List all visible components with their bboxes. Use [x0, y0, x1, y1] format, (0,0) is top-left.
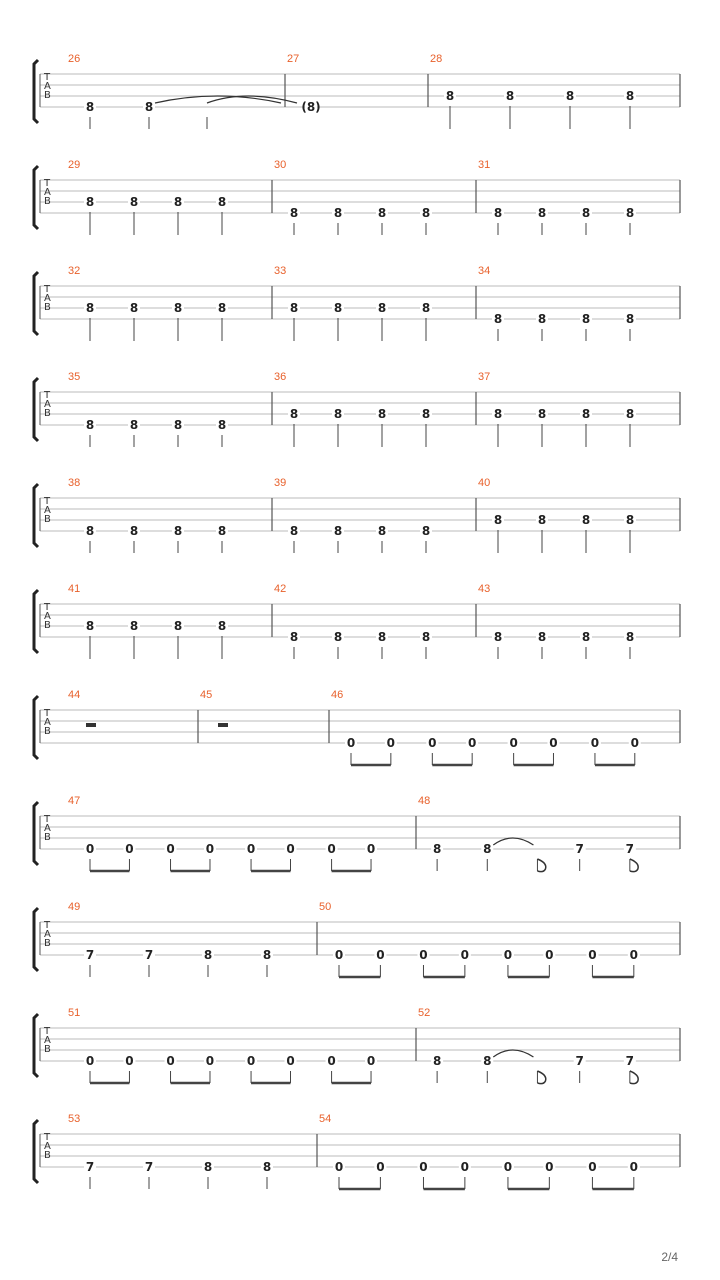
- fret-number: 0: [286, 842, 295, 856]
- fret-number: 8: [262, 1160, 272, 1174]
- measure-number: 35: [68, 371, 81, 383]
- fret-number: 0: [85, 842, 95, 856]
- system-bracket: [34, 484, 38, 547]
- tab-system: [34, 1007, 680, 1084]
- fret-number: 0: [630, 736, 639, 750]
- tab-clef-letter: A: [44, 717, 51, 728]
- measure-number: 33: [274, 265, 287, 277]
- system-bracket: [34, 1014, 38, 1077]
- measure: [274, 159, 432, 235]
- tab-clef-letter: B: [44, 1150, 51, 1161]
- fret-number: 8: [289, 630, 299, 644]
- fret-number: 7: [85, 948, 95, 962]
- fret-number: 0: [549, 736, 558, 750]
- fret-number: 0: [588, 1160, 597, 1174]
- measure: [478, 159, 636, 235]
- fret-number: 8: [483, 842, 492, 856]
- measure-number: 44: [68, 689, 81, 701]
- tab-system: [34, 583, 680, 659]
- fret-number: 0: [428, 736, 437, 750]
- tab-system: [34, 371, 680, 447]
- tab-clef-letter: A: [44, 611, 51, 622]
- fret-number: 8: [625, 206, 635, 220]
- measure-number: 45: [200, 689, 213, 701]
- fret-number: 8: [581, 312, 591, 326]
- tie-arc: [207, 96, 297, 103]
- fret-number: 0: [205, 842, 215, 856]
- tab-clef-letter: B: [44, 514, 51, 525]
- measure: [68, 583, 228, 659]
- fret-number: 0: [376, 1160, 385, 1174]
- note-flag: [537, 859, 545, 872]
- fret-number: 8: [173, 524, 183, 538]
- fret-number: 8: [129, 619, 139, 633]
- tab-system: [34, 159, 680, 235]
- fret-number: 7: [144, 1160, 154, 1174]
- tab-clef-letter: B: [44, 302, 51, 313]
- fret-number: 0: [629, 1160, 638, 1174]
- fret-number: 8: [333, 524, 343, 538]
- measure-number: 41: [68, 583, 81, 595]
- fret-number: 8: [289, 524, 299, 538]
- tab-clef-letter: A: [44, 929, 51, 940]
- fret-number: 8: [432, 842, 442, 856]
- fret-number: 0: [419, 948, 428, 962]
- measure: [478, 477, 636, 553]
- tab-clef-letter: A: [44, 1035, 51, 1046]
- tab-clef-letter: A: [44, 293, 51, 304]
- fret-number: 8: [144, 100, 154, 114]
- fret-number: 8: [129, 195, 139, 209]
- tab-system: [34, 795, 680, 872]
- system-bracket: [34, 802, 38, 865]
- fret-number: 8: [445, 89, 455, 103]
- tab-clef-letter: B: [44, 726, 51, 737]
- fret-number: 8: [85, 100, 95, 114]
- fret-number: 8: [333, 630, 343, 644]
- measure-number: 31: [478, 159, 491, 171]
- tab-clef-letter: T: [44, 496, 51, 507]
- tab-clef-letter: B: [44, 620, 51, 631]
- tab-clef-letter: A: [44, 505, 51, 516]
- fret-number: 8: [581, 206, 591, 220]
- fret-number: 8: [625, 630, 635, 644]
- tab-clef-letter: A: [44, 1141, 51, 1152]
- fret-number: 8: [85, 418, 95, 432]
- fret-number: 8: [203, 948, 213, 962]
- fret-number: 0: [588, 948, 597, 962]
- tab-system: [34, 689, 680, 765]
- fret-number: 0: [419, 1160, 428, 1174]
- fret-number: 0: [590, 736, 600, 750]
- fret-number: 8: [493, 206, 503, 220]
- tab-clef-letter: A: [44, 81, 51, 92]
- fret-number: 8: [493, 312, 503, 326]
- measure: [274, 371, 432, 447]
- fret-number: 8: [625, 312, 635, 326]
- fret-number: 8: [483, 1054, 492, 1068]
- tab-clef-letter: T: [44, 390, 51, 401]
- note-flag: [537, 1071, 545, 1084]
- fret-number: 0: [334, 948, 344, 962]
- system-bracket: [34, 378, 38, 441]
- fret-number: 8: [421, 407, 431, 421]
- fret-number: 8: [333, 407, 343, 421]
- measure-number: 50: [319, 901, 332, 913]
- fret-number: 7: [144, 948, 154, 962]
- fret-number: 8: [377, 206, 387, 220]
- fret-number: 0: [346, 736, 356, 750]
- system-bracket: [34, 1120, 38, 1183]
- fret-number: 8: [217, 301, 227, 315]
- tab-clef-letter: T: [44, 72, 51, 83]
- tab-system: [34, 265, 680, 341]
- fret-number: 8: [129, 301, 139, 315]
- system-bracket: [34, 908, 38, 971]
- fret-number: 0: [166, 1054, 175, 1068]
- fret-number: 8: [262, 948, 272, 962]
- tab-clef-letter: B: [44, 196, 51, 207]
- fret-number: 8: [173, 619, 183, 633]
- tab-system: [34, 901, 680, 977]
- measure: [68, 265, 228, 341]
- fret-number: 8: [581, 630, 591, 644]
- measure: [418, 795, 638, 872]
- fret-number: 8: [537, 630, 547, 644]
- fret-number: 8: [537, 206, 547, 220]
- fret-number: 0: [629, 948, 638, 962]
- measure-number: 30: [274, 159, 287, 171]
- fret-number: 0: [246, 1054, 256, 1068]
- measure: [68, 1007, 377, 1083]
- fret-number: 7: [575, 1054, 584, 1068]
- tab-clef-letter: B: [44, 1044, 51, 1055]
- tab-system: [34, 53, 680, 129]
- fret-number: 8: [537, 312, 547, 326]
- measure-number: 39: [274, 477, 287, 489]
- fret-number: 8: [289, 301, 299, 315]
- fret-number: 8: [421, 524, 431, 538]
- measure-number: 51: [68, 1007, 81, 1019]
- fret-number: 0: [467, 736, 477, 750]
- measure-number: 43: [478, 583, 491, 595]
- fret-number: 8: [565, 89, 575, 103]
- measure-number: 52: [418, 1007, 431, 1019]
- fret-number: 0: [503, 948, 513, 962]
- tab-clef-letter: T: [44, 708, 51, 719]
- fret-number: 8: [217, 619, 227, 633]
- note-flag: [630, 859, 638, 872]
- fret-number: 8: [129, 418, 139, 432]
- tab-system: [34, 477, 680, 553]
- fret-number: 0: [125, 1054, 134, 1068]
- fret-number: 7: [625, 842, 635, 856]
- fret-number: 0: [246, 842, 256, 856]
- measure-number: 38: [68, 477, 81, 489]
- fret-number: 8: [625, 89, 635, 103]
- tab-clef-letter: A: [44, 823, 51, 834]
- fret-number: 8: [85, 195, 95, 209]
- tab-clef-letter: B: [44, 90, 51, 101]
- fret-number: 0: [366, 842, 376, 856]
- fret-number: 8: [537, 513, 547, 527]
- rest-symbol: [218, 723, 228, 727]
- fret-number: 8: [173, 195, 183, 209]
- fret-number: 0: [545, 948, 554, 962]
- measure: [68, 901, 273, 977]
- fret-number: 0: [205, 1054, 215, 1068]
- fret-number: 8: [421, 301, 431, 315]
- measure-number: 49: [68, 901, 81, 913]
- fret-number: 8: [581, 513, 591, 527]
- fret-number: 7: [85, 1160, 95, 1174]
- fret-number: 8: [289, 407, 299, 421]
- fret-number: 0: [460, 1160, 470, 1174]
- measure-number: 29: [68, 159, 81, 171]
- tab-clef-letter: B: [44, 408, 51, 419]
- measure: [478, 583, 636, 659]
- fret-number: 8: [377, 524, 387, 538]
- fret-number: 0: [286, 1054, 295, 1068]
- fret-number: 8: [581, 407, 591, 421]
- tab-clef-letter: T: [44, 814, 51, 825]
- measure-number: 28: [430, 53, 443, 65]
- tab-clef-letter: T: [44, 1132, 51, 1143]
- fret-number: 0: [166, 842, 175, 856]
- measure-number: 47: [68, 795, 81, 807]
- fret-number: 0: [503, 1160, 513, 1174]
- fret-number: 8: [333, 301, 343, 315]
- measure-number: 48: [418, 795, 431, 807]
- fret-number: 8: [421, 630, 431, 644]
- tab-clef-letter: B: [44, 832, 51, 843]
- fret-number: 0: [366, 1054, 376, 1068]
- measure-number: 46: [331, 689, 344, 701]
- measure: [418, 1007, 638, 1084]
- measure: [478, 265, 636, 341]
- tab-clef-letter: T: [44, 602, 51, 613]
- tab-clef-letter: T: [44, 1026, 51, 1037]
- measure: [319, 901, 640, 977]
- fret-number: 8: [377, 630, 387, 644]
- measure: [68, 795, 377, 871]
- fret-number: 0: [327, 1054, 336, 1068]
- measure: [68, 477, 228, 553]
- fret-number: 8: [203, 1160, 213, 1174]
- fret-number: 0: [85, 1054, 95, 1068]
- measure: [207, 53, 321, 129]
- measure: [274, 477, 432, 553]
- fret-number: 8: [625, 513, 635, 527]
- measure: [331, 689, 641, 765]
- note-flag: [630, 1071, 638, 1084]
- fret-number: 8: [129, 524, 139, 538]
- measure: [68, 371, 228, 447]
- fret-number: 8: [493, 407, 503, 421]
- page-number: 2/4: [661, 1250, 678, 1264]
- fret-number: (8): [301, 100, 321, 114]
- measure: [68, 159, 228, 235]
- measure-number: 27: [287, 53, 300, 65]
- tab-clef-letter: B: [44, 938, 51, 949]
- measure: [478, 371, 636, 447]
- fret-number: 7: [575, 842, 584, 856]
- system-bracket: [34, 590, 38, 653]
- fret-number: 8: [537, 407, 547, 421]
- measure-number: 37: [478, 371, 491, 383]
- fret-number: 8: [85, 301, 95, 315]
- measure: [68, 53, 281, 129]
- fret-number: 8: [289, 206, 299, 220]
- system-bracket: [34, 60, 38, 123]
- measure-number: 32: [68, 265, 81, 277]
- fret-number: 0: [509, 736, 518, 750]
- fret-number: 8: [421, 206, 431, 220]
- fret-number: 0: [327, 842, 336, 856]
- system-bracket: [34, 696, 38, 759]
- measure: [319, 1113, 640, 1189]
- fret-number: 8: [85, 524, 95, 538]
- fret-number: 8: [85, 619, 95, 633]
- fret-number: 8: [173, 301, 183, 315]
- measure: [430, 53, 636, 129]
- fret-number: 0: [334, 1160, 344, 1174]
- tie-arc: [493, 838, 533, 845]
- fret-number: 8: [217, 195, 227, 209]
- measure: [274, 583, 432, 659]
- system-bracket: [34, 166, 38, 229]
- measure-number: 40: [478, 477, 491, 489]
- measure-number: 34: [478, 265, 491, 277]
- fret-number: 0: [386, 736, 396, 750]
- fret-number: 0: [376, 948, 385, 962]
- tab-clef-letter: T: [44, 284, 51, 295]
- fret-number: 8: [493, 513, 503, 527]
- fret-number: 8: [217, 524, 227, 538]
- measure-number: 42: [274, 583, 287, 595]
- fret-number: 8: [625, 407, 635, 421]
- measure: [274, 265, 432, 341]
- fret-number: 8: [432, 1054, 442, 1068]
- tie-arc: [493, 1050, 533, 1057]
- fret-number: 8: [377, 407, 387, 421]
- fret-number: 8: [333, 206, 343, 220]
- tab-system: [34, 1113, 680, 1189]
- system-bracket: [34, 272, 38, 335]
- measure: [68, 1113, 273, 1189]
- fret-number: 8: [493, 630, 503, 644]
- fret-number: 8: [505, 89, 515, 103]
- fret-number: 0: [545, 1160, 554, 1174]
- measure-number: 53: [68, 1113, 81, 1125]
- rest-symbol: [86, 723, 96, 727]
- fret-number: 7: [625, 1054, 635, 1068]
- tab-clef-letter: A: [44, 399, 51, 410]
- measure-number: 36: [274, 371, 287, 383]
- tab-clef-letter: A: [44, 187, 51, 198]
- fret-number: 8: [377, 301, 387, 315]
- fret-number: 0: [460, 948, 470, 962]
- measure-number: 54: [319, 1113, 332, 1125]
- fret-number: 0: [125, 842, 134, 856]
- measure-number: 26: [68, 53, 81, 65]
- fret-number: 8: [217, 418, 227, 432]
- tab-clef-letter: T: [44, 920, 51, 931]
- fret-number: 8: [173, 418, 183, 432]
- tab-clef-letter: T: [44, 178, 51, 189]
